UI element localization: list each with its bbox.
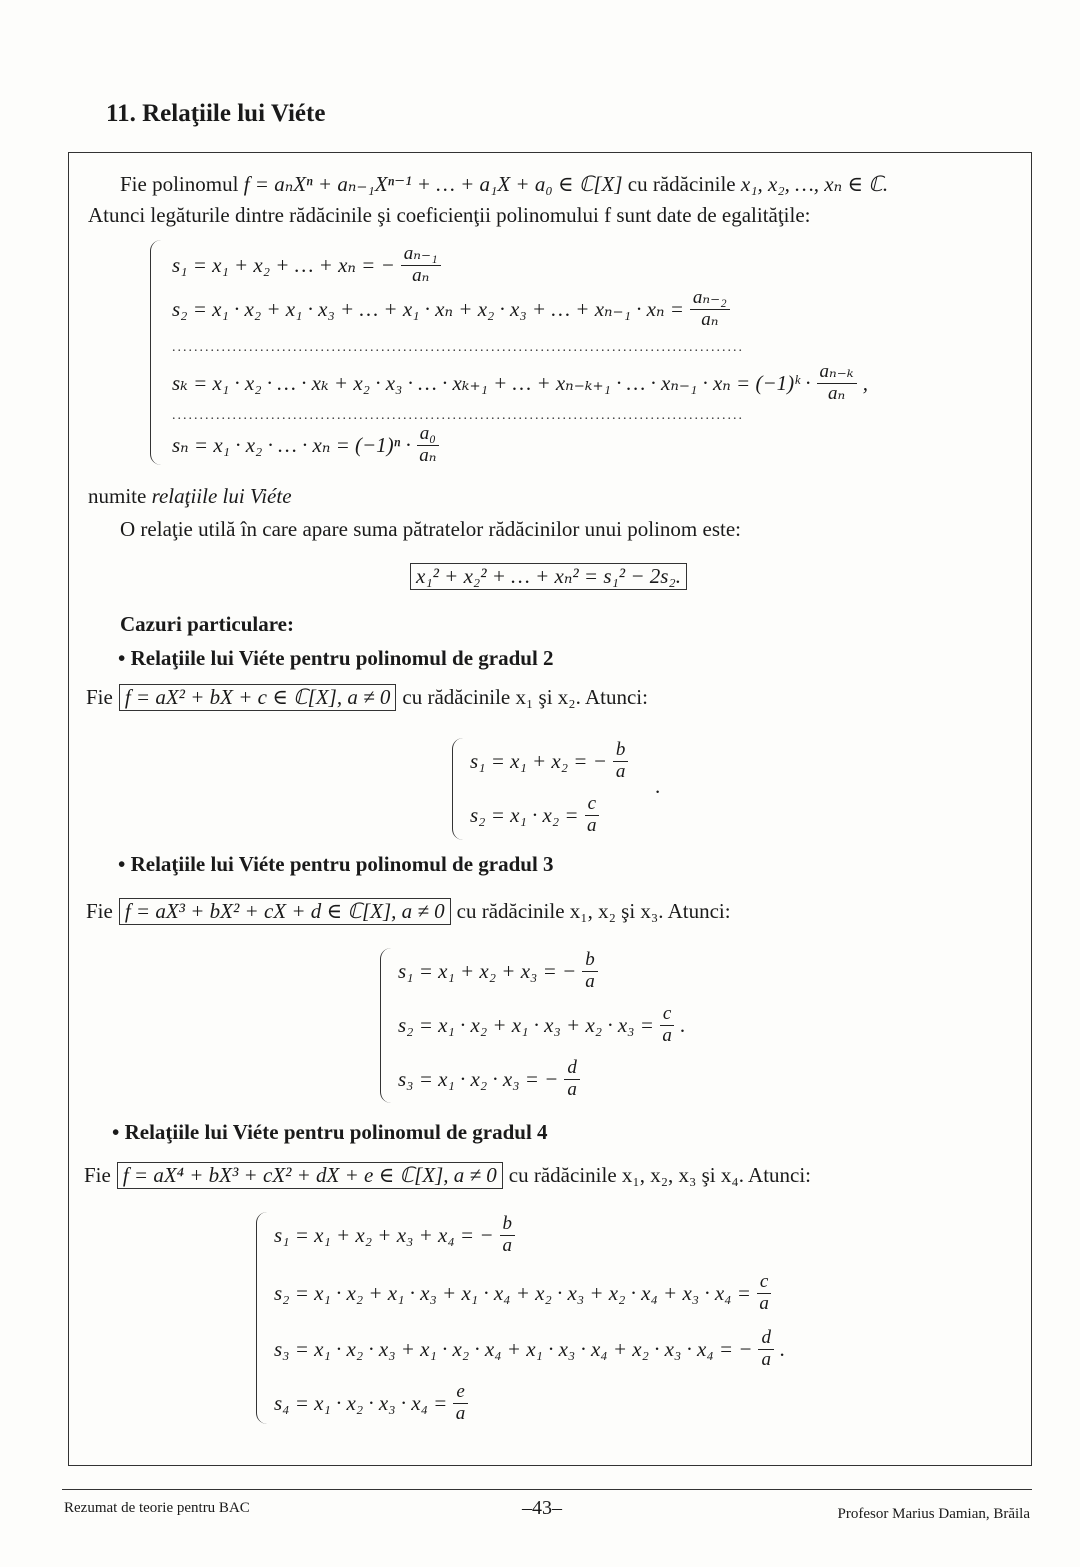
comma: ,: [862, 370, 868, 395]
deg2-heading: [118, 646, 554, 671]
text: Fie: [86, 685, 113, 709]
denominator: a: [759, 1292, 769, 1314]
fraction: [453, 1382, 467, 1425]
text: cu rădăcinile x₁ şi x₂. Atunci:: [402, 685, 648, 709]
polynomial: f = aX² + bX + c ∈ ℂ[X], a ≠ 0: [119, 684, 397, 711]
lhs: s₃ = x₁ · x₂ · x₃ = −: [398, 1066, 559, 1091]
deg4-s1: [274, 1214, 515, 1257]
fraction: [401, 244, 441, 287]
fraction: [758, 1328, 774, 1371]
deg2-s2: [470, 794, 599, 837]
lhs: s₁ = x₁ + x₂ + x₃ = −: [398, 958, 577, 983]
useful-line: O relaţie utilă în care apare suma pătratelor rădăcinilor unui polinom este:: [120, 517, 741, 541]
section-title: 11. Relaţiile lui Viéte: [106, 100, 326, 127]
denominator: a: [761, 1348, 771, 1370]
lhs: s₂ = x₁ · x₂ + x₁ · x₃ + x₂ · x₃ =: [398, 1012, 654, 1037]
denominator: aₙ: [701, 308, 719, 330]
equation-s2: [172, 288, 730, 331]
deg2-s1: [470, 740, 628, 783]
term: relaţiile lui Viéte: [151, 484, 292, 508]
deg4-s3: [274, 1328, 785, 1371]
equation-s1: [172, 244, 441, 287]
denominator: a: [502, 1234, 512, 1256]
deg4-s2: [274, 1272, 771, 1315]
text: Fie polinomul: [120, 172, 244, 196]
text: Fie: [86, 899, 113, 923]
numerator: c: [757, 1272, 771, 1294]
deg3-s1: [398, 950, 598, 993]
numerator: b: [613, 740, 629, 762]
footer-left: Rezumat de teorie pentru BAC: [64, 1500, 250, 1516]
bullet: •: [118, 646, 126, 670]
denominator: a: [567, 1078, 577, 1100]
heading-text: Relaţiile lui Viéte pentru polinomul de gradul 4: [124, 1120, 548, 1144]
period: .: [655, 774, 661, 798]
text: cu rădăcinile x₁, x₂ şi x₃. Atunci:: [456, 899, 731, 923]
numerator: aₙ₋ₖ: [817, 362, 857, 384]
equation-sn: [172, 424, 439, 467]
lhs: sₙ = x₁ · x₂ · … · xₙ = (−1)ⁿ ·: [172, 432, 411, 457]
text: Fie: [84, 1163, 111, 1187]
polynomial: f = aX³ + bX² + cX + d ∈ ℂ[X], a ≠ 0: [119, 898, 451, 925]
dots-row: ........................................................................................................: [172, 408, 744, 423]
brace: [256, 1212, 267, 1424]
brace: [150, 240, 161, 465]
deg3-statement: [86, 898, 731, 925]
fraction: [585, 794, 599, 837]
bullet: •: [112, 1120, 120, 1144]
numerator: aₙ₋₁: [401, 244, 441, 266]
lhs: s₁ = x₁ + x₂ + … + xₙ = −: [172, 252, 395, 277]
equation-sk: [172, 362, 868, 405]
heading-text: Relaţiile lui Viéte pentru polinomul de gradul 2: [130, 646, 554, 670]
deg3-heading: [118, 852, 554, 877]
fraction: [500, 1214, 516, 1257]
text: cu rădăcinile: [622, 172, 741, 196]
lhs: sₖ = x₁ · x₂ · … · xₖ + x₂ · x₃ · … · xₖ₊₁ + … + xₙ₋ₖ₊₁ · … · xₙ₋₁ · xₙ = (−1)ᵏ ·: [172, 370, 811, 395]
brace: [452, 738, 463, 840]
fraction: [417, 424, 439, 467]
deg3-s3: [398, 1058, 580, 1101]
numerator: b: [582, 950, 598, 972]
denominator: aₙ: [419, 444, 437, 466]
footer-right: Profesor Marius Damian, Brăila: [837, 1506, 1030, 1522]
period: .: [680, 1012, 686, 1037]
fraction: [690, 288, 730, 331]
period: .: [779, 1336, 786, 1361]
heading-text: Relaţiile lui Viéte pentru polinomul de gradul 3: [130, 852, 554, 876]
lhs: s₁ = x₁ + x₂ = −: [470, 748, 607, 773]
lhs: s₂ = x₁ · x₂ + x₁ · x₃ + … + x₁ · xₙ + x₂ · x₃ + … + xₙ₋₁ · xₙ =: [172, 296, 684, 321]
fraction: [817, 362, 857, 405]
numerator: c: [660, 1004, 674, 1026]
text: cu rădăcinile x₁, x₂, x₃ şi x₄. Atunci:: [508, 1163, 812, 1187]
polynomial: f = aX⁴ + bX³ + cX² + dX + e ∈ ℂ[X], a ≠ 0: [117, 1162, 503, 1189]
roots: x₁, x₂, …, xₙ ∈ ℂ.: [740, 172, 889, 196]
cases-heading: Cazuri particulare:: [120, 612, 294, 636]
fraction: [582, 950, 598, 993]
intro-line-1: [120, 172, 888, 197]
lhs: s₂ = x₁ · x₂ =: [470, 802, 579, 827]
lhs: s₃ = x₁ · x₂ · x₃ + x₁ · x₂ · x₄ + x₁ · x₃ · x₄ + x₂ · x₃ · x₄ = −: [274, 1336, 753, 1361]
deg4-heading: [112, 1120, 548, 1145]
lhs: s₁ = x₁ + x₂ + x₃ + x₄ = −: [274, 1222, 494, 1247]
polynomial: f = aₙXⁿ + aₙ₋₁Xⁿ⁻¹ + … + a₁X + a₀ ∈ ℂ[X]: [243, 172, 623, 196]
deg4-statement: [84, 1162, 811, 1189]
lhs: s₄ = x₁ · x₂ · x₃ · x₄ =: [274, 1390, 448, 1415]
fraction: [564, 1058, 580, 1101]
deg2-statement: [86, 684, 648, 711]
numerator: b: [500, 1214, 516, 1236]
named-line: [88, 484, 292, 509]
denominator: a: [662, 1024, 672, 1046]
squares-formula: x₁² + x₂² + … + xₙ² = s₁² − 2s₂.: [410, 563, 687, 590]
denominator: a: [615, 760, 626, 782]
text: numite: [88, 484, 152, 508]
lhs: s₂ = x₁ · x₂ + x₁ · x₃ + x₁ · x₄ + x₂ · x₃ + x₂ · x₄ + x₃ · x₄ =: [274, 1280, 751, 1305]
fraction: [613, 740, 629, 783]
numerator: d: [758, 1328, 774, 1350]
fraction: [757, 1272, 771, 1315]
numerator: d: [564, 1058, 580, 1080]
footer-rule: [62, 1489, 1032, 1490]
denominator: aₙ: [412, 264, 430, 286]
dots-row: ........................................................................................................: [172, 340, 744, 355]
numerator: e: [453, 1382, 467, 1404]
denominator: a: [455, 1402, 466, 1424]
numerator: c: [585, 794, 599, 816]
page-number: –43–: [522, 1497, 562, 1519]
denominator: a: [587, 814, 597, 836]
deg3-s2: [398, 1004, 686, 1047]
denominator: a: [585, 970, 595, 992]
fraction: [660, 1004, 674, 1047]
denominator: aₙ: [828, 382, 846, 404]
intro-line-2: Atunci legăturile dintre rădăcinile şi coeficienţii polinomului f sunt date de egalităţile:: [88, 203, 811, 227]
numerator: a₀: [417, 424, 439, 446]
deg4-s4: [274, 1382, 468, 1425]
brace: [380, 948, 391, 1103]
numerator: aₙ₋₂: [690, 288, 730, 310]
bullet: •: [118, 852, 126, 876]
